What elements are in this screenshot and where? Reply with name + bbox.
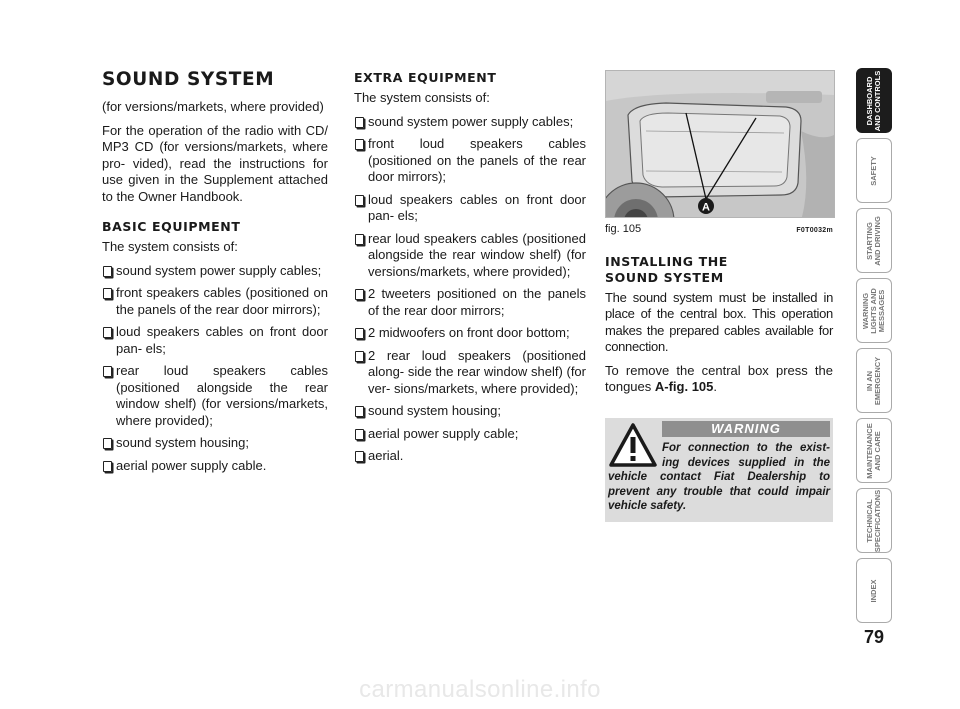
tab-label: IN AN EMERGENCY [865,356,882,405]
remove-text-end: . [713,379,718,394]
tab-label: TECHNICAL SPECIFICATIONS [865,489,882,552]
warning-box [605,418,833,522]
list-item: loud speakers cables on front door pan- els; [102,324,328,357]
list-item: rear loud speakers cables (positioned alongside the rear window shelf) (for versions/markets, where provided); [102,363,328,429]
tab-starting-and-driving[interactable] [856,208,892,273]
warning-label: WARNING [662,421,830,437]
basic-equipment-heading: BASIC EQUIPMENT [102,219,241,234]
figure-label: fig. 105 [605,223,642,235]
list-item: front speakers cables (positioned on the panels of the rear door mirrors); [102,285,328,318]
basic-lead: The system consists of: [102,239,238,254]
tab-label: DASHBOARD AND CONTROLS [865,70,882,131]
tab-label: WARNING LIGHTS AND MESSAGES [861,287,886,334]
column-left [102,70,328,480]
tab-safety[interactable] [856,138,892,203]
list-item: 2 tweeters positioned on the panels of the rear door mirrors; [354,286,586,319]
list-item: rear loud speakers cables (positioned alongside the rear window shelf) (for versions/markets, where provided); [354,231,586,281]
page-title: SOUND SYSTEM [102,69,275,90]
extra-lead: The system consists of: [354,90,490,105]
list-item: sound system housing; [354,403,586,420]
installing-heading-line2: SOUND SYSTEM [605,269,724,285]
column-middle [354,70,586,471]
tab-label: INDEX [869,579,878,602]
list-item: 2 midwoofers on front door bottom; [354,325,586,342]
tab-warning-lights-and-messages[interactable] [856,278,892,343]
warning-text-body: For connection to the exist- ing devices supplied in the vehicle contact Fiat Dealership to prevent any trouble that could impair vehicle safety. [608,442,830,512]
tab-in-an-emergency[interactable] [856,348,892,413]
installing-heading [605,254,833,286]
list-item: aerial power supply cable. [102,458,328,475]
watermark: carmanualsonline.info [359,676,601,703]
tab-technical-specifications[interactable] [856,488,892,553]
extra-equipment-heading: EXTRA EQUIPMENT [354,70,497,85]
basic-equipment-list [102,263,328,475]
tab-label: SAFETY [869,155,878,186]
remove-paragraph [605,363,833,396]
central-box-illustration [606,71,834,217]
remove-text: To remove the central box press the tongues [605,362,833,394]
subtitle: (for versions/markets, where provided) [102,99,324,114]
tab-label: STARTING AND DRIVING [865,215,882,266]
installing-heading-line1: INSTALLING THE [605,253,728,269]
callout-letter: A [702,201,710,214]
list-item: sound system power supply cables; [102,263,328,280]
list-item: sound system housing; [102,435,328,452]
tab-label: MAINTENANCE AND CARE [865,422,882,479]
list-item: front loud speakers cables (positioned on the panels of the rear door mirrors); [354,136,586,186]
warning-text [608,441,830,514]
tab-dashboard-and-controls[interactable] [856,68,892,133]
figure-central-box-photo [605,70,835,218]
figure-caption [605,221,833,240]
page-number: 79 [863,627,885,647]
extra-equipment-list [354,114,586,465]
list-item: sound system power supply cables; [354,114,586,131]
column-right [605,70,833,403]
install-paragraph: The sound system must be installed in place of the central box. This operation makes the prepared cables available for connection. [605,289,833,354]
list-item: 2 rear loud speakers (positioned along- side the rear window shelf) (for ver- sions/markets, where provided); [354,348,586,398]
figure-reference: A-fig. 105 [654,379,714,394]
tab-index[interactable] [856,558,892,623]
tab-maintenance-and-care[interactable] [856,418,892,483]
intro-paragraph: For the operation of the radio with CD/ MP3 CD (for versions/markets, where pro- vided), read the instructions for use given in the Supplement attached to the Owner Handbook. [102,122,328,204]
list-item: aerial power supply cable; [354,426,586,443]
list-item: aerial. [354,448,586,465]
figure-code: F0T0032m [796,227,833,234]
list-item: loud speakers cables on front door pan- els; [354,192,586,225]
